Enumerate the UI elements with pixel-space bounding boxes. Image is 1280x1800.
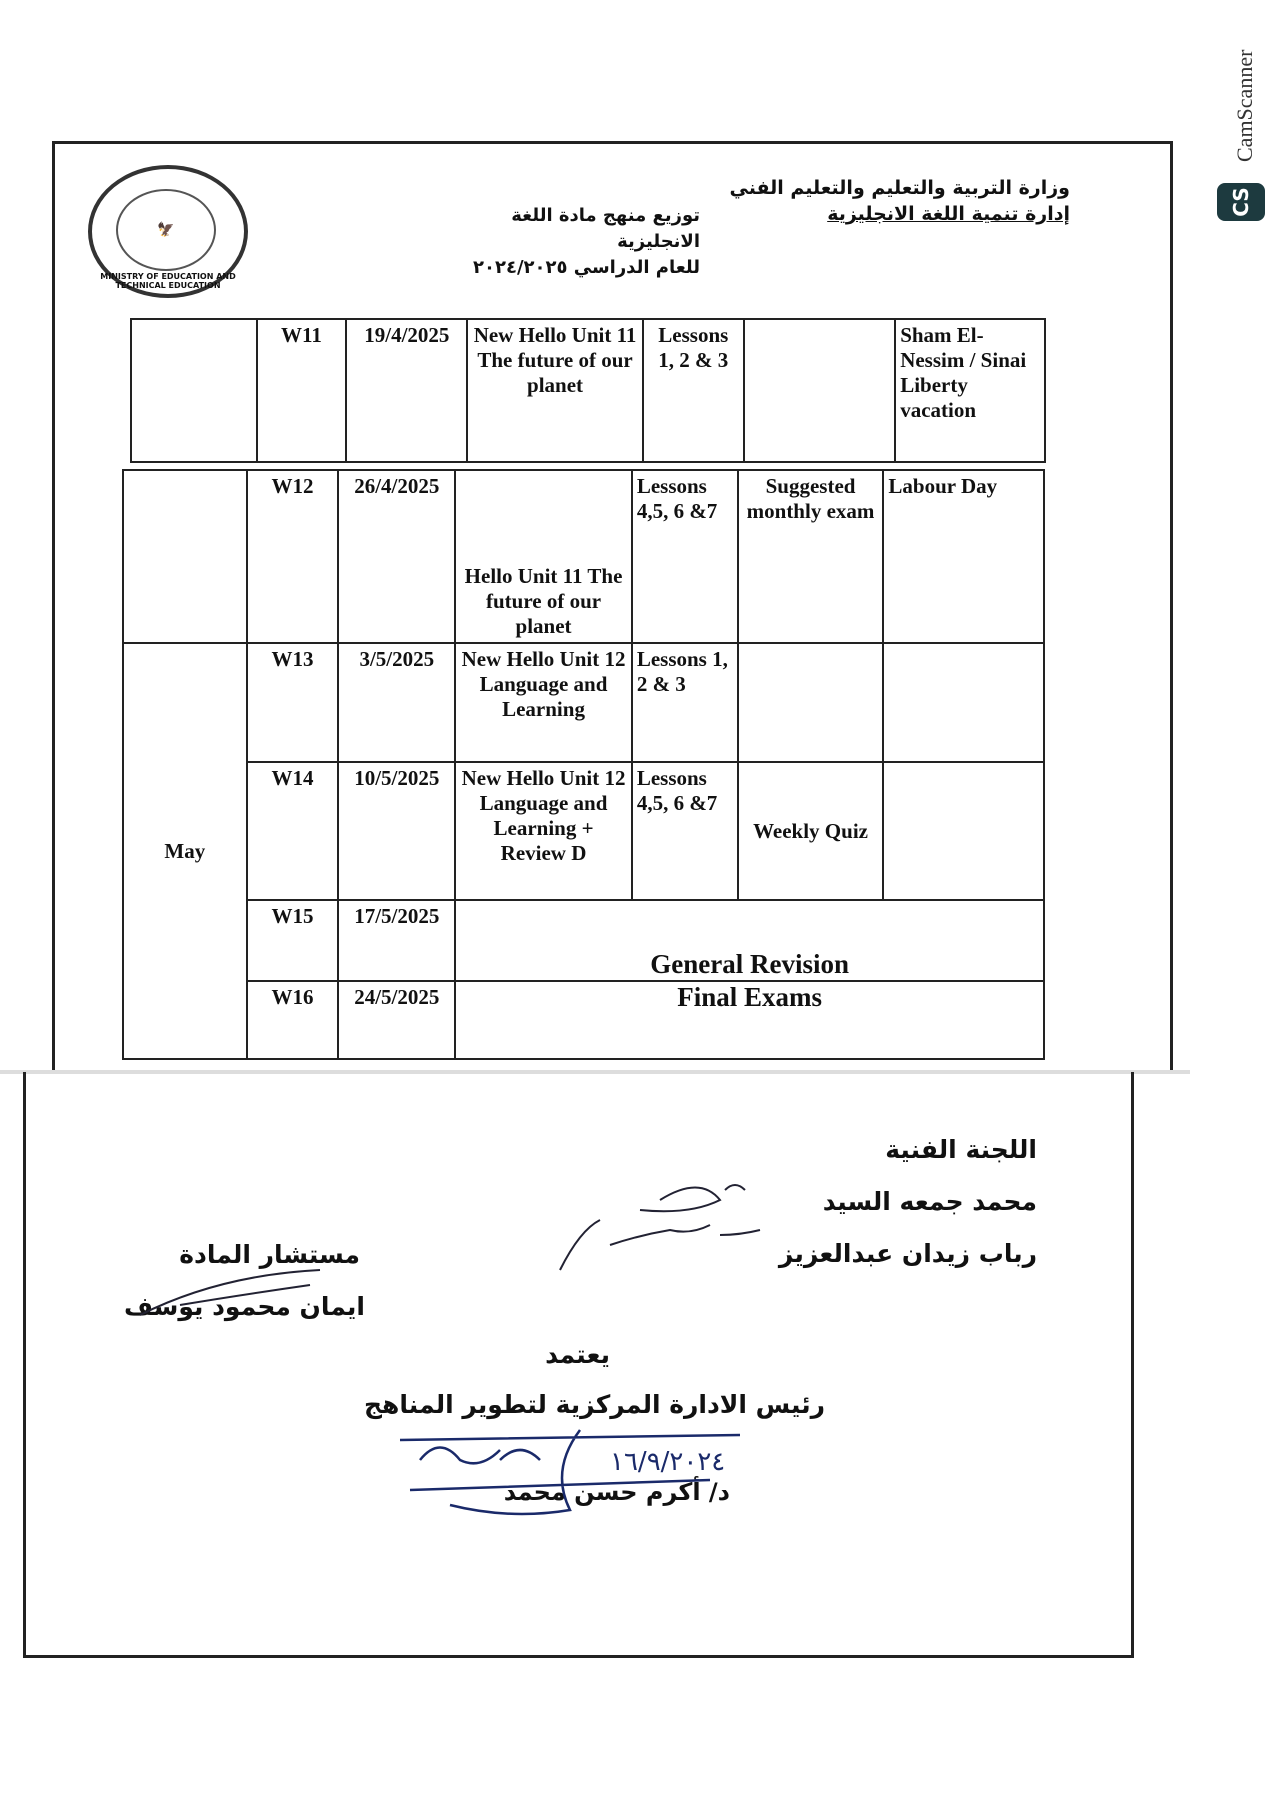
table-row [131,319,1045,462]
document-title [440,203,700,281]
month-cell [123,470,247,643]
unit-cell: New Hello Unit 12 Language and Learning + Review D [455,762,632,900]
table-row [123,762,1044,900]
date-cell: 17/5/2025 [338,900,455,981]
week-cell: W11 [257,319,347,462]
schedule-table-w11 [130,318,1046,463]
seal-text: MINISTRY OF EDUCATION AND TECHNICAL EDUCATION [100,272,236,290]
date-cell: 10/5/2025 [338,762,455,900]
department-name: إدارة تنمية اللغة الانجليزية [827,203,1070,225]
schedule-table-may [122,469,1045,1060]
lessons-cell: Lessons 4,5, 6 &7 [632,470,738,643]
lessons-cell: Lessons 4,5, 6 &7 [632,762,738,900]
advisor-signature [120,1255,360,1335]
table-row [123,470,1044,643]
unit-cell: New Hello Unit 11 The future of our planet [467,319,643,462]
unit-cell: New Hello Unit 12 Language and Learning [455,643,632,762]
week-cell: W16 [247,981,339,1059]
lessons-cell: Lessons 1, 2 & 3 [632,643,738,762]
ministry-seal [88,165,248,298]
table-row [123,900,1044,981]
date-cell: 3/5/2025 [338,643,455,762]
assessment-cell [738,643,884,762]
head-title: رئيس الادارة المركزية لتطوير المناهج [364,1390,825,1419]
camscanner-watermark [1222,28,1262,228]
camscanner-logo-icon: CS [1217,183,1265,221]
committee-member-1: محمد جمعه السيد [822,1187,1037,1216]
week-cell: W14 [247,762,339,900]
date-cell: 26/4/2025 [338,470,455,643]
week-cell: W12 [247,470,339,643]
committee-title: اللجنة الفنية [885,1135,1037,1164]
unit-cell: Hello Unit 11 The future of our planet [455,470,632,643]
ministry-name: وزارة التربية والتعليم والتعليم الفني [729,177,1070,199]
notes-cell: Labour Day [883,470,1044,643]
month-cell: May [123,643,247,1059]
notes-cell: Sham El-Nessim / Sinai Liberty vacation [895,319,1045,462]
handwritten-date: ١٦/٩/٢٠٢٤ [610,1447,726,1477]
head-name: د/ أكرم حسن محمد [503,1478,730,1506]
head-signature [380,1410,760,1520]
advisor-title: مستشار المادة [179,1240,360,1269]
academic-year: للعام الدراسي ٢٠٢٤/٢٠٢٥ [473,257,700,278]
date-cell: 24/5/2025 [338,981,455,1059]
eagle-emblem-icon: 🦅 [116,189,216,271]
assessment-cell: Weekly Quiz [738,762,884,900]
general-revision-cell: General Revision [455,900,1044,981]
table-row [123,643,1044,762]
committee-member-2: رباب زيدان عبدالعزيز [778,1239,1037,1268]
assessment-cell [744,319,895,462]
camscanner-brand: CamScanner [1232,49,1257,162]
table-row [123,981,1044,1059]
week-cell: W13 [247,643,339,762]
week-cell: W15 [247,900,339,981]
month-cell [131,319,257,462]
lessons-cell: Lessons 1, 2 & 3 [643,319,744,462]
notes-cell [883,762,1044,900]
notes-cell [883,643,1044,762]
date-cell: 19/4/2025 [346,319,467,462]
ministry-header [729,175,1070,227]
assessment-cell: Suggested monthly exam [738,470,884,643]
advisor-name: ايمان محمود يوسف [123,1292,365,1321]
approval-label: يعتمد [545,1340,610,1369]
title: توزيع منهج مادة اللغة الانجليزية [511,205,700,252]
final-exams-cell: Final Exams [455,981,1044,1059]
committee-signatures [550,1170,810,1280]
